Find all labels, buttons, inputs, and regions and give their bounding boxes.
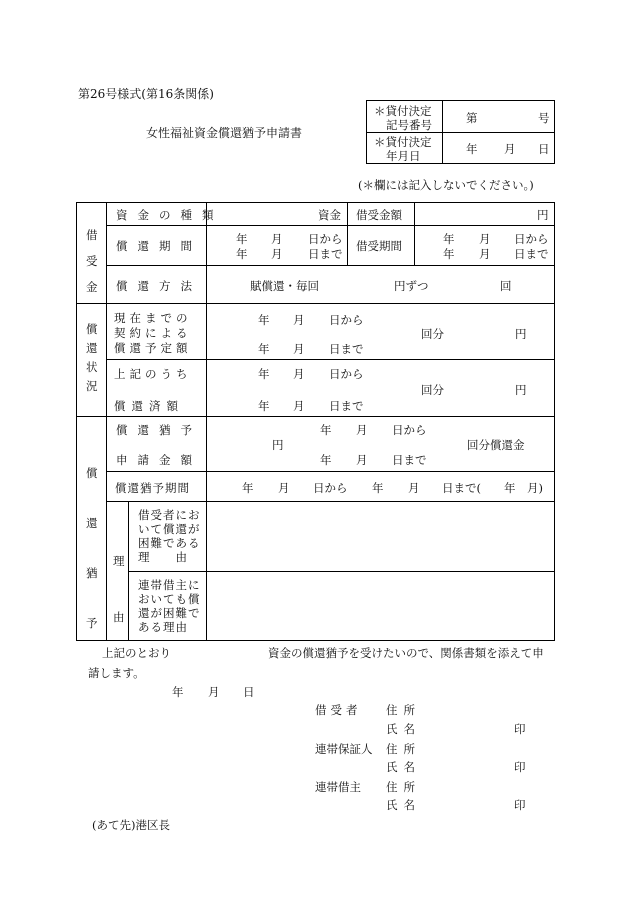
decision-number-dai: 第 [466, 111, 478, 125]
note-text: (＊欄には記入しないでください。) [358, 178, 534, 192]
section-status: 償 還 状 況 [86, 322, 98, 393]
method-yen-each: 円ずつ [394, 279, 429, 293]
decision-date-month: 月 [504, 142, 516, 156]
guarantor-address-label: 住所 [386, 742, 421, 756]
borrow-period-label: 借受期間 [356, 239, 402, 253]
decision-date-label-b: 年月日 [386, 149, 421, 163]
section-deferral: 償 還 猶 予 [86, 466, 98, 630]
guarantor-name-label: 氏名 [386, 760, 421, 774]
decision-date-label-a: ＊貸付決定 [374, 135, 432, 149]
method-text: 賦償還・毎回 [250, 279, 319, 293]
signer-co-borrower: 連帯借主 [315, 780, 361, 794]
above-label-2: 償還済額 [114, 399, 184, 413]
defer-period-label: 償還猶予期間 [115, 481, 190, 495]
repay-period-label: 償還期間 [116, 239, 202, 253]
borrowed-amount-yen: 円 [537, 208, 549, 222]
decision-number-label-a: ＊貸付決定 [374, 104, 432, 118]
current-yen: 円 [515, 327, 527, 341]
current-schedule-label: 現在までの 契約による 償還予定額 [114, 311, 192, 355]
section-borrowed: 借 受 金 [86, 228, 98, 294]
addressee: (あて先)港区長 [92, 818, 170, 832]
co-borrower-name-label: 氏名 [386, 798, 421, 812]
statement-line2: 請します。 [88, 666, 145, 680]
decision-number-go: 号 [538, 111, 550, 125]
form-number: 第26号様式(第16条関係) [78, 87, 214, 101]
defer-installment-repay: 回分償還金 [467, 438, 525, 452]
repaid-installments: 回分 [421, 383, 444, 397]
signer-borrower: 借受者 [315, 703, 362, 717]
defer-amount-yen: 円 [272, 438, 284, 452]
fund-type-label: 資金の種類 [116, 208, 224, 222]
decision-number-label-b: 記号番号 [386, 118, 432, 132]
co-borrower-seal: 印 [514, 798, 526, 812]
current-installments: 回分 [421, 327, 444, 341]
signer-guarantor: 連帯保証人 [315, 742, 373, 756]
method-times: 回 [500, 279, 512, 293]
decision-date-year: 年 [466, 142, 478, 156]
borrowed-amount-label: 借受金額 [356, 208, 402, 222]
borrower-seal: 印 [514, 722, 526, 736]
above-label-1: 上記のうち [114, 367, 192, 381]
defer-label-1: 償還猶予 [116, 423, 202, 437]
co-borrower-address-label: 住所 [386, 780, 421, 794]
guarantor-seal: 印 [514, 760, 526, 774]
repaid-yen: 円 [515, 383, 527, 397]
defer-label-2: 申請金額 [116, 453, 202, 467]
borrower-address-label: 住所 [386, 703, 421, 717]
form-title: 女性福祉資金償還猶予申請書 [146, 126, 303, 140]
statement-line1-a: 上記のとおり [102, 646, 171, 660]
method-label: 償還方法 [116, 279, 202, 293]
borrower-name-label: 氏名 [386, 722, 421, 736]
fund-suffix: 資金 [318, 208, 341, 222]
reason-guarantor-label: 連帯借主に おいても償 還が困難で ある理由 [138, 578, 201, 634]
reason-borrower-label: 借受者にお いて償還が 困難である 理 由 [138, 508, 201, 564]
statement-line1-b: 資金の償還猶予を受けたいので、関係書類を添えて申 [268, 646, 544, 660]
decision-date-day: 日 [538, 142, 550, 156]
section-reason: 理 由 [113, 554, 125, 624]
